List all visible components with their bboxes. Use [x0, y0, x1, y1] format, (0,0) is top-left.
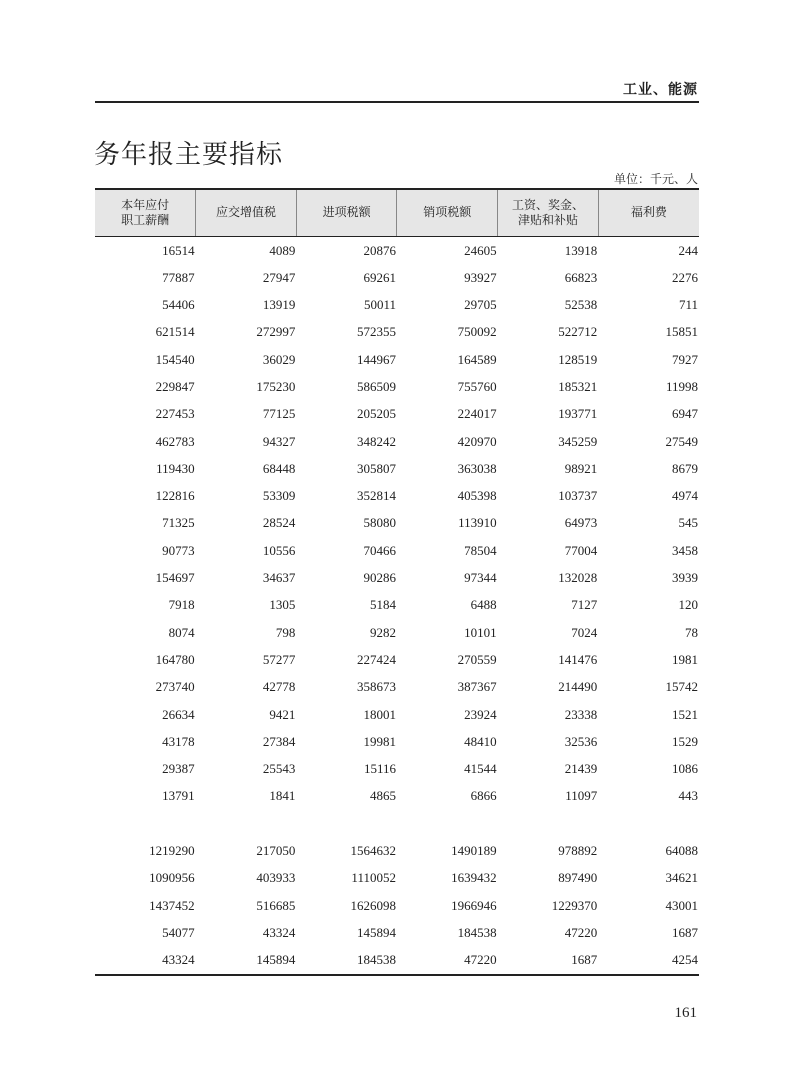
- table-cell: 1966946: [451, 897, 497, 913]
- table-cell: 6488: [470, 597, 497, 613]
- section-label: 工业、能源: [623, 82, 698, 98]
- table-cell: 93927: [464, 269, 497, 285]
- table-cell: 119430: [156, 460, 195, 476]
- table-cell: 16514: [162, 242, 195, 258]
- table-cell: 103737: [558, 488, 598, 504]
- table-row: [95, 318, 699, 345]
- table-cell: 69261: [363, 269, 396, 285]
- table-cell: 1219290: [149, 843, 195, 859]
- table-cell: 224017: [457, 406, 497, 422]
- table-cell: 572355: [356, 324, 396, 340]
- table-cell: 4974: [672, 488, 698, 504]
- column-header: [196, 189, 297, 236]
- table-header-row: [95, 189, 699, 236]
- table-cell: 1687: [672, 924, 698, 940]
- table-row: [95, 864, 699, 891]
- table-cell: 78: [685, 624, 698, 640]
- table-row: [95, 673, 699, 700]
- table-cell: 13791: [162, 788, 195, 804]
- table-cell: 54406: [162, 297, 195, 313]
- unit-label: 单位：千元、人: [613, 172, 698, 186]
- table-cell: 358673: [356, 679, 396, 695]
- page-title: 务年报主要指标: [94, 140, 284, 170]
- table-cell: 4254: [598, 946, 699, 974]
- table-row: [95, 782, 699, 809]
- table-row: [95, 455, 699, 482]
- table-cell: 363038: [457, 460, 497, 476]
- empty-cell: [95, 810, 196, 837]
- table-cell: 4865: [369, 788, 396, 804]
- table-row: [95, 591, 699, 618]
- table-row: [95, 892, 699, 919]
- table-cell: 41544: [464, 761, 497, 777]
- table-cell: 27947: [262, 269, 296, 285]
- header-rule: [95, 101, 699, 103]
- table-cell: 1305: [269, 597, 296, 613]
- table-cell: 94327: [262, 433, 296, 449]
- table-row: [95, 728, 699, 755]
- table-cell: 244: [678, 242, 698, 258]
- page-number: 161: [674, 1005, 697, 1021]
- table-cell: 5184: [369, 597, 396, 613]
- table-cell: 19981: [363, 733, 396, 749]
- data-table: [95, 188, 699, 976]
- table-cell: 978892: [558, 843, 598, 859]
- table-cell: 25543: [262, 761, 296, 777]
- table-row: [95, 291, 699, 318]
- table-cell: 3458: [672, 542, 698, 558]
- table-cell: 1086: [672, 761, 698, 777]
- table-cell: 227453: [155, 406, 195, 422]
- table-cell: 18001: [363, 706, 396, 722]
- column-header: [498, 189, 599, 236]
- table-row: [95, 564, 699, 591]
- table-cell: 4089: [269, 242, 296, 258]
- table-cell: 77887: [162, 269, 195, 285]
- table-cell: 27549: [665, 433, 698, 449]
- table-cell: 7918: [168, 597, 195, 613]
- table-cell: 50011: [363, 297, 396, 313]
- table-cell: 1639432: [451, 870, 497, 886]
- table-cell: 8679: [672, 460, 698, 476]
- table-row: [95, 373, 699, 400]
- column-header: [296, 189, 397, 236]
- table-cell: 9282: [369, 624, 396, 640]
- table-cell: 1110052: [351, 870, 396, 886]
- table-cell: 1626098: [350, 897, 396, 913]
- table-cell: 272997: [256, 324, 296, 340]
- table-cell: 586509: [356, 378, 396, 394]
- table-cell: 15851: [665, 324, 698, 340]
- table-row: [95, 646, 699, 673]
- table-cell: 10101: [464, 624, 497, 640]
- table-cell: 43324: [95, 946, 196, 974]
- table-cell: 273740: [155, 679, 195, 695]
- table-cell: 23338: [564, 706, 598, 722]
- table-cell: 217050: [256, 843, 296, 859]
- table-cell: 13918: [564, 242, 598, 258]
- table-cell: 9421: [269, 706, 296, 722]
- table-row: [95, 701, 699, 728]
- table-cell: 897490: [558, 870, 598, 886]
- table-cell: 11097: [565, 788, 598, 804]
- table-cell: 144967: [356, 351, 396, 367]
- table-cell: 420970: [457, 433, 497, 449]
- column-header-text: 津贴和补贴: [517, 212, 578, 227]
- table-cell: 214490: [558, 679, 598, 695]
- table-cell: 122816: [155, 488, 195, 504]
- table-cell: 13919: [262, 297, 296, 313]
- table-body: [95, 236, 699, 975]
- table-cell: 58080: [363, 515, 396, 531]
- table-cell: 443: [678, 788, 698, 804]
- table-cell: 185321: [558, 378, 598, 394]
- table-cell: 1981: [672, 651, 698, 667]
- table-cell: 29387: [162, 761, 195, 777]
- column-header-text: 职工薪酬: [121, 212, 170, 227]
- table-cell: 113910: [458, 515, 497, 531]
- table-cell: 68448: [262, 460, 296, 476]
- table-cell: 462783: [155, 433, 195, 449]
- table-cell: 387367: [457, 679, 497, 695]
- table-cell: 164589: [457, 351, 497, 367]
- table-cell: 21439: [564, 761, 598, 777]
- table-cell: 1229370: [551, 897, 598, 913]
- table-cell: 71325: [162, 515, 195, 531]
- table-cell: 7127: [571, 597, 598, 613]
- empty-cell: [196, 810, 297, 837]
- table-cell: 77125: [262, 406, 296, 422]
- table-cell: 43001: [665, 897, 698, 913]
- table-cell: 7927: [672, 351, 698, 367]
- table-cell: 545: [678, 515, 698, 531]
- table-cell: 26634: [162, 706, 195, 722]
- table-cell: 132028: [558, 570, 598, 586]
- table-cell: 57277: [262, 651, 296, 667]
- table-cell: 352814: [356, 488, 396, 504]
- table-cell: 64973: [564, 515, 598, 531]
- table-cell: 47220: [564, 924, 598, 940]
- table-row: [95, 264, 699, 291]
- table-cell: 1564632: [350, 843, 396, 859]
- table-cell: 24605: [464, 242, 497, 258]
- table-cell: 6866: [470, 788, 497, 804]
- table-cell: 27384: [262, 733, 296, 749]
- table-cell: 52538: [564, 297, 598, 313]
- table-cell: 97344: [464, 570, 497, 586]
- empty-cell: [598, 810, 699, 837]
- table-cell: 28524: [262, 515, 296, 531]
- table-cell: 34637: [262, 570, 296, 586]
- empty-cell: [498, 810, 599, 837]
- table-cell: 98921: [564, 460, 598, 476]
- table-cell: 128519: [558, 351, 598, 367]
- table-cell: 10556: [262, 542, 296, 558]
- column-header-text: 进项税额: [322, 205, 371, 220]
- table-cell: 184538: [457, 924, 497, 940]
- column-header: [598, 189, 699, 236]
- table-cell: 141476: [558, 651, 598, 667]
- table-cell: 47220: [397, 946, 498, 974]
- table-cell: 1437452: [149, 897, 195, 913]
- table-cell: 403933: [256, 870, 296, 886]
- column-header: [397, 189, 498, 236]
- table-row: [95, 400, 699, 427]
- table-cell: 2276: [672, 269, 698, 285]
- table-cell: 3939: [672, 570, 698, 586]
- table-cell: 205205: [356, 406, 396, 422]
- table-cell: 1490189: [451, 843, 497, 859]
- table-cell: 23924: [464, 706, 497, 722]
- table-cell: 1529: [672, 733, 698, 749]
- column-header-text: 销项税额: [423, 205, 472, 220]
- table-row: [95, 619, 699, 646]
- table-row: [95, 482, 699, 509]
- table-cell: 798: [275, 624, 296, 640]
- table-row: [95, 755, 699, 782]
- table-row: [95, 509, 699, 536]
- table-cell: 90286: [363, 570, 396, 586]
- table-row: [95, 428, 699, 455]
- column-header-text: 应交增值税: [215, 205, 276, 220]
- table-cell: 34621: [665, 870, 698, 886]
- table-cell: 145894: [356, 924, 396, 940]
- table-cell: 43178: [162, 733, 195, 749]
- table-cell: 175230: [256, 378, 296, 394]
- table-cell: 711: [678, 297, 698, 313]
- table-cell: 20876: [363, 242, 396, 258]
- table-cell: 32536: [564, 733, 598, 749]
- table-row: [95, 236, 699, 264]
- table-cell: 8074: [168, 624, 195, 640]
- table-cell: 48410: [464, 733, 497, 749]
- column-header: [95, 189, 196, 236]
- table-cell: 405398: [457, 488, 497, 504]
- table-cell: 77004: [564, 542, 598, 558]
- table-cell: 15116: [363, 761, 396, 777]
- table-cell: 305807: [356, 460, 396, 476]
- table-cell: 1090956: [149, 870, 195, 886]
- table-cell: 1841: [269, 788, 296, 804]
- table-cell: 154697: [155, 570, 195, 586]
- table-cell: 145894: [196, 946, 297, 974]
- table-cell: 78504: [464, 542, 497, 558]
- table-cell: 1687: [498, 946, 599, 974]
- table-cell: 755760: [457, 378, 497, 394]
- column-header-text: 工资、奖金、: [511, 197, 584, 212]
- row-spacer: [95, 810, 699, 837]
- table-cell: 43324: [262, 924, 296, 940]
- table-cell: 90773: [162, 542, 195, 558]
- column-header-text: 本年应付: [121, 197, 170, 212]
- table-cell: 750092: [457, 324, 497, 340]
- table-cell: 516685: [256, 897, 296, 913]
- table-cell: 42778: [262, 679, 296, 695]
- table-row: [95, 946, 699, 974]
- table-cell: 64088: [665, 843, 698, 859]
- table-cell: 15742: [665, 679, 698, 695]
- table-cell: 184538: [296, 946, 397, 974]
- table-cell: 120: [678, 597, 698, 613]
- column-header-text: 福利费: [630, 205, 667, 220]
- table-cell: 164780: [155, 651, 195, 667]
- table-cell: 7024: [571, 624, 598, 640]
- table-cell: 6947: [672, 406, 698, 422]
- table-cell: 29705: [464, 297, 497, 313]
- table-row: [95, 537, 699, 564]
- table-cell: 36029: [262, 351, 296, 367]
- table-cell: 54077: [162, 924, 195, 940]
- table-cell: 1521: [672, 706, 698, 722]
- table-cell: 11998: [665, 378, 698, 394]
- table-cell: 345259: [558, 433, 598, 449]
- table-cell: 53309: [262, 488, 296, 504]
- table-cell: 270559: [457, 651, 497, 667]
- table-cell: 348242: [356, 433, 396, 449]
- table-row: [95, 346, 699, 373]
- table-cell: 70466: [363, 542, 396, 558]
- table-cell: 66823: [564, 269, 598, 285]
- table-cell: 229847: [155, 378, 195, 394]
- empty-cell: [397, 810, 498, 837]
- table-cell: 193771: [558, 406, 598, 422]
- table-cell: 522712: [558, 324, 598, 340]
- table-cell: 621514: [155, 324, 195, 340]
- empty-cell: [296, 810, 397, 837]
- table-cell: 227424: [356, 651, 396, 667]
- table-cell: 154540: [155, 351, 195, 367]
- table-row: [95, 837, 699, 864]
- table-row: [95, 919, 699, 946]
